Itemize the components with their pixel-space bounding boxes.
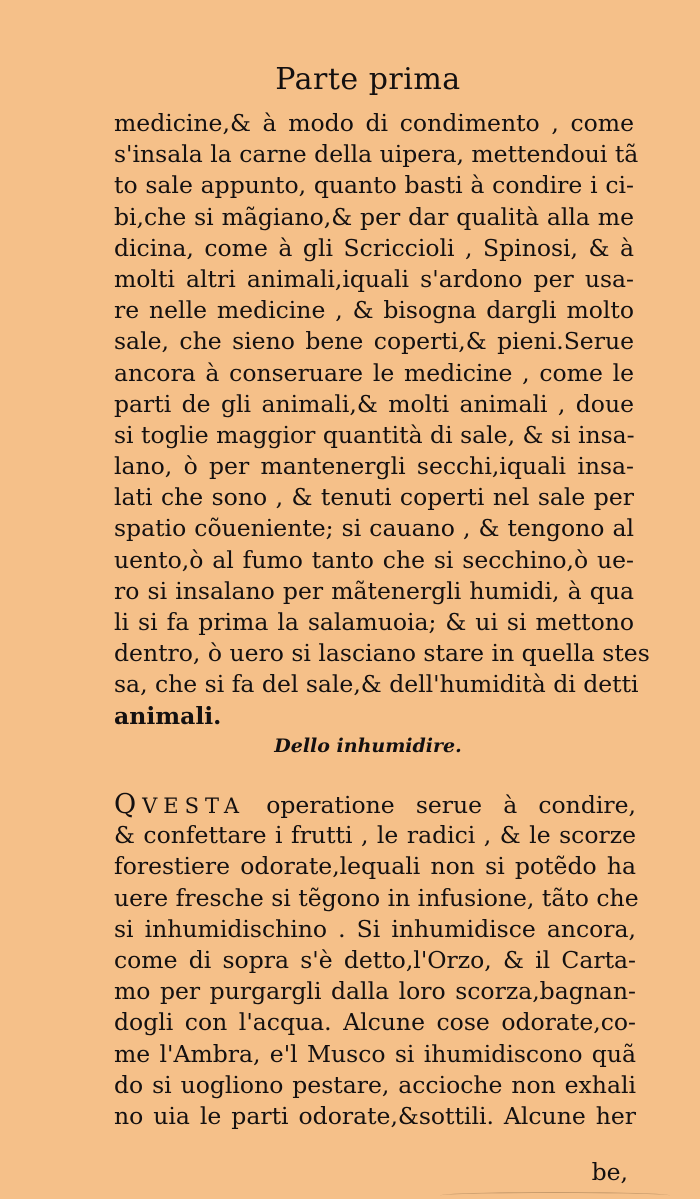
text-line: sa, che si fa del sale,& dell'humidità di detti bbox=[114, 670, 639, 699]
text-line: molti altri animali,iquali s'ardono per usa- bbox=[114, 264, 634, 293]
text-line: forestiere odorate,lequali non si potẽdo ha bbox=[114, 852, 636, 881]
text-line: sale, che sieno bene coperti,& pieni.Serue bbox=[114, 327, 634, 356]
text-line: uento,ò al fumo tanto che si secchino,ò ue- bbox=[114, 545, 634, 574]
section-1-text bbox=[114, 108, 650, 732]
running-header bbox=[0, 62, 700, 97]
text-line: do si uogliono pestare, accioche non exhali bbox=[114, 1070, 636, 1099]
text-line: lano, ò per mantenergli secchi,iquali insa- bbox=[114, 452, 634, 481]
text-line: s'insala la carne della uipera, mettendoui tã bbox=[114, 140, 639, 169]
page-edge-mark bbox=[440, 1192, 670, 1199]
text-line: medicine,& à modo di condimento , come bbox=[114, 109, 634, 137]
small-caps-word: VESTA bbox=[142, 794, 246, 818]
running-title: Parte prima bbox=[275, 62, 461, 97]
text-line: mo per purgargli dalla loro scorza,bagnan- bbox=[114, 977, 636, 1006]
text-line: si toglie maggior quantità di sale, & si insa- bbox=[114, 420, 635, 449]
text-line: come di sopra s'è detto,l'Orzo, & il Carta- bbox=[114, 945, 636, 974]
text-line: dicina, come à gli Scriccioli , Spinosi, & à bbox=[114, 233, 634, 262]
text-line: bi,che si mãgiano,& per dar qualità alla me bbox=[114, 202, 634, 231]
text-line-final: animali. bbox=[114, 701, 222, 730]
text-line: parti de gli animali,& molti animali , doue bbox=[114, 389, 634, 418]
text-line: dogli con l'acqua. Alcune cose odorate,co- bbox=[114, 1008, 636, 1037]
text-line: ro si insalano per mãtenergli humidi, à qua bbox=[114, 576, 634, 605]
text-line: & confettare i frutti , le radici , & le scorze bbox=[114, 821, 636, 850]
section-heading-text: Dello inhumidire. bbox=[274, 735, 462, 757]
small-caps-opening bbox=[114, 789, 246, 820]
text-line: spatio cõueniente; si cauano , & tengono al bbox=[114, 514, 634, 543]
text-line: re nelle medicine , & bisogna dargli molto bbox=[114, 296, 634, 325]
text-line: uere fresche si tẽgono in infusione, tãto che bbox=[114, 883, 639, 912]
initial-letter: Q bbox=[114, 789, 143, 820]
text-line: si inhumidischino . Si inhumidisce ancora, bbox=[114, 914, 636, 943]
text-line: to sale appunto, quanto basti à condire i ci- bbox=[114, 171, 634, 200]
text-line-opening bbox=[114, 789, 636, 820]
text-line: dentro, ò uero si lasciano stare in quella stes bbox=[114, 639, 650, 668]
text-line: lati che sono , & tenuti coperti nel sale per bbox=[114, 483, 634, 512]
text-line: me l'Ambra, e'l Musco si ihumidiscono quã bbox=[114, 1039, 636, 1068]
catchword: be, bbox=[591, 1158, 628, 1186]
text-line: ancora à conseruare le medicine , come le bbox=[114, 358, 634, 387]
section-heading bbox=[0, 735, 700, 757]
text-line: no uia le parti odorate,&sottili. Alcune her bbox=[114, 1101, 636, 1130]
text-line: li si fa prima la salamuoia; & ui si mettono bbox=[114, 608, 634, 636]
section-2-text bbox=[114, 789, 639, 1132]
opening-line-rest: operatione serue à condire, bbox=[266, 791, 636, 819]
